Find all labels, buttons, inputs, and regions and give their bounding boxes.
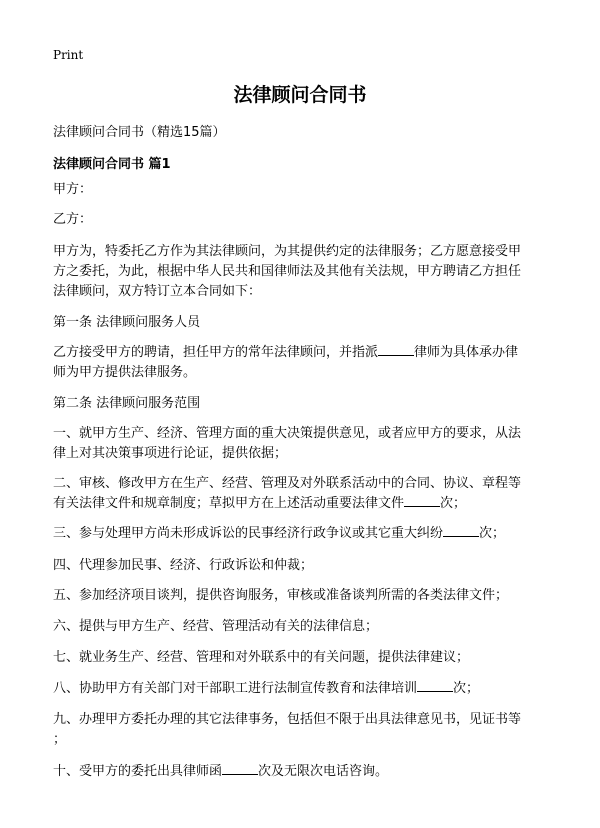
party-b-line: 乙方： <box>53 212 93 227</box>
item-10-text-before: 十、受甲方的委托出具律师函 <box>53 764 223 779</box>
item-4-line: 四、代理参加民事、经济、行政诉讼和仲裁； <box>53 558 314 573</box>
item-7-line: 七、就业务生产、经营、管理和对外联系中的有关问题，提供法律建议； <box>53 650 470 665</box>
item-3-line <box>53 524 553 544</box>
article-1-text-before: 乙方接受甲方的聘请，担任甲方的常年法律顾问，并指派 <box>53 345 379 360</box>
item-2-line-1: 二、审核、修改甲方在生产、经营、管理及对外联系活动中的合同、协议、章程等 <box>53 476 522 491</box>
party-a-line: 甲方： <box>53 182 93 197</box>
item-9-line-2: ； <box>53 732 67 747</box>
item-10-line <box>53 762 553 782</box>
item-2-line-2 <box>53 494 553 514</box>
item-9-line-1: 九、办理甲方委托办理的其它法律事务，包括但不限于出具法律意见书，见证书等 <box>53 712 522 727</box>
item-3-text-before: 三、参与处理甲方尚未形成诉讼的民事经济行政争议或其它重大纠纷 <box>53 526 444 541</box>
item-5-line: 五、参加经济项目谈判，提供咨询服务，审核或准备谈判所需的各类法律文件； <box>53 588 509 603</box>
section-heading: 法律顾问合同书 篇1 <box>53 157 171 172</box>
item-2-text-before: 有关法律文件和规章制度；草拟甲方在上述活动重要法律文件 <box>53 496 405 511</box>
article-1-title: 第一条 法律顾问服务人员 <box>53 315 201 330</box>
item-8-line <box>53 679 553 699</box>
article-1-line-1 <box>53 343 553 363</box>
blank-field <box>417 679 453 692</box>
article-2-title: 第二条 法律顾问服务范围 <box>53 396 201 411</box>
blank-field <box>222 762 258 775</box>
item-8-text-after: 次； <box>453 681 480 696</box>
document-subtitle: 法律顾问合同书（精选15篇） <box>53 125 226 140</box>
item-1-line-1: 一、就甲方生产、经济、管理方面的重大决策提供意见，或者应甲方的要求，从法 <box>53 426 522 441</box>
intro-line-2: 方之委托，为此，根据中华人民共和国律师法及其他有关法规，甲方聘请乙方担任 <box>53 264 522 279</box>
intro-line-1: 甲方为，特委托乙方作为其法律顾问，为其提供约定的法律服务；乙方愿意接受甲 <box>53 244 522 259</box>
item-3-text-after: 次； <box>479 526 506 541</box>
document-title: 法律顾问合同书 <box>233 84 367 106</box>
item-8-text-before: 八、协助甲方有关部门对干部职工进行法制宣传教育和法律培训 <box>53 681 418 696</box>
blank-field <box>443 524 479 537</box>
item-1-line-2: 律上对其决策事项进行论证，提供依据； <box>53 446 288 461</box>
blank-field <box>378 343 414 356</box>
blank-field <box>404 494 440 507</box>
article-1-line-2: 师为甲方提供法律服务。 <box>53 365 197 380</box>
article-1-text-after: 律师为具体承办律 <box>414 345 519 360</box>
print-link[interactable]: Print <box>53 48 84 62</box>
item-6-line: 六、提供与甲方生产、经营、管理活动有关的法律信息； <box>53 619 379 634</box>
item-2-text-after: 次； <box>440 496 467 511</box>
intro-line-3: 法律顾问，双方特订立本合同如下： <box>53 284 262 299</box>
item-10-text-after: 次及无限次电话咨询。 <box>258 764 389 779</box>
